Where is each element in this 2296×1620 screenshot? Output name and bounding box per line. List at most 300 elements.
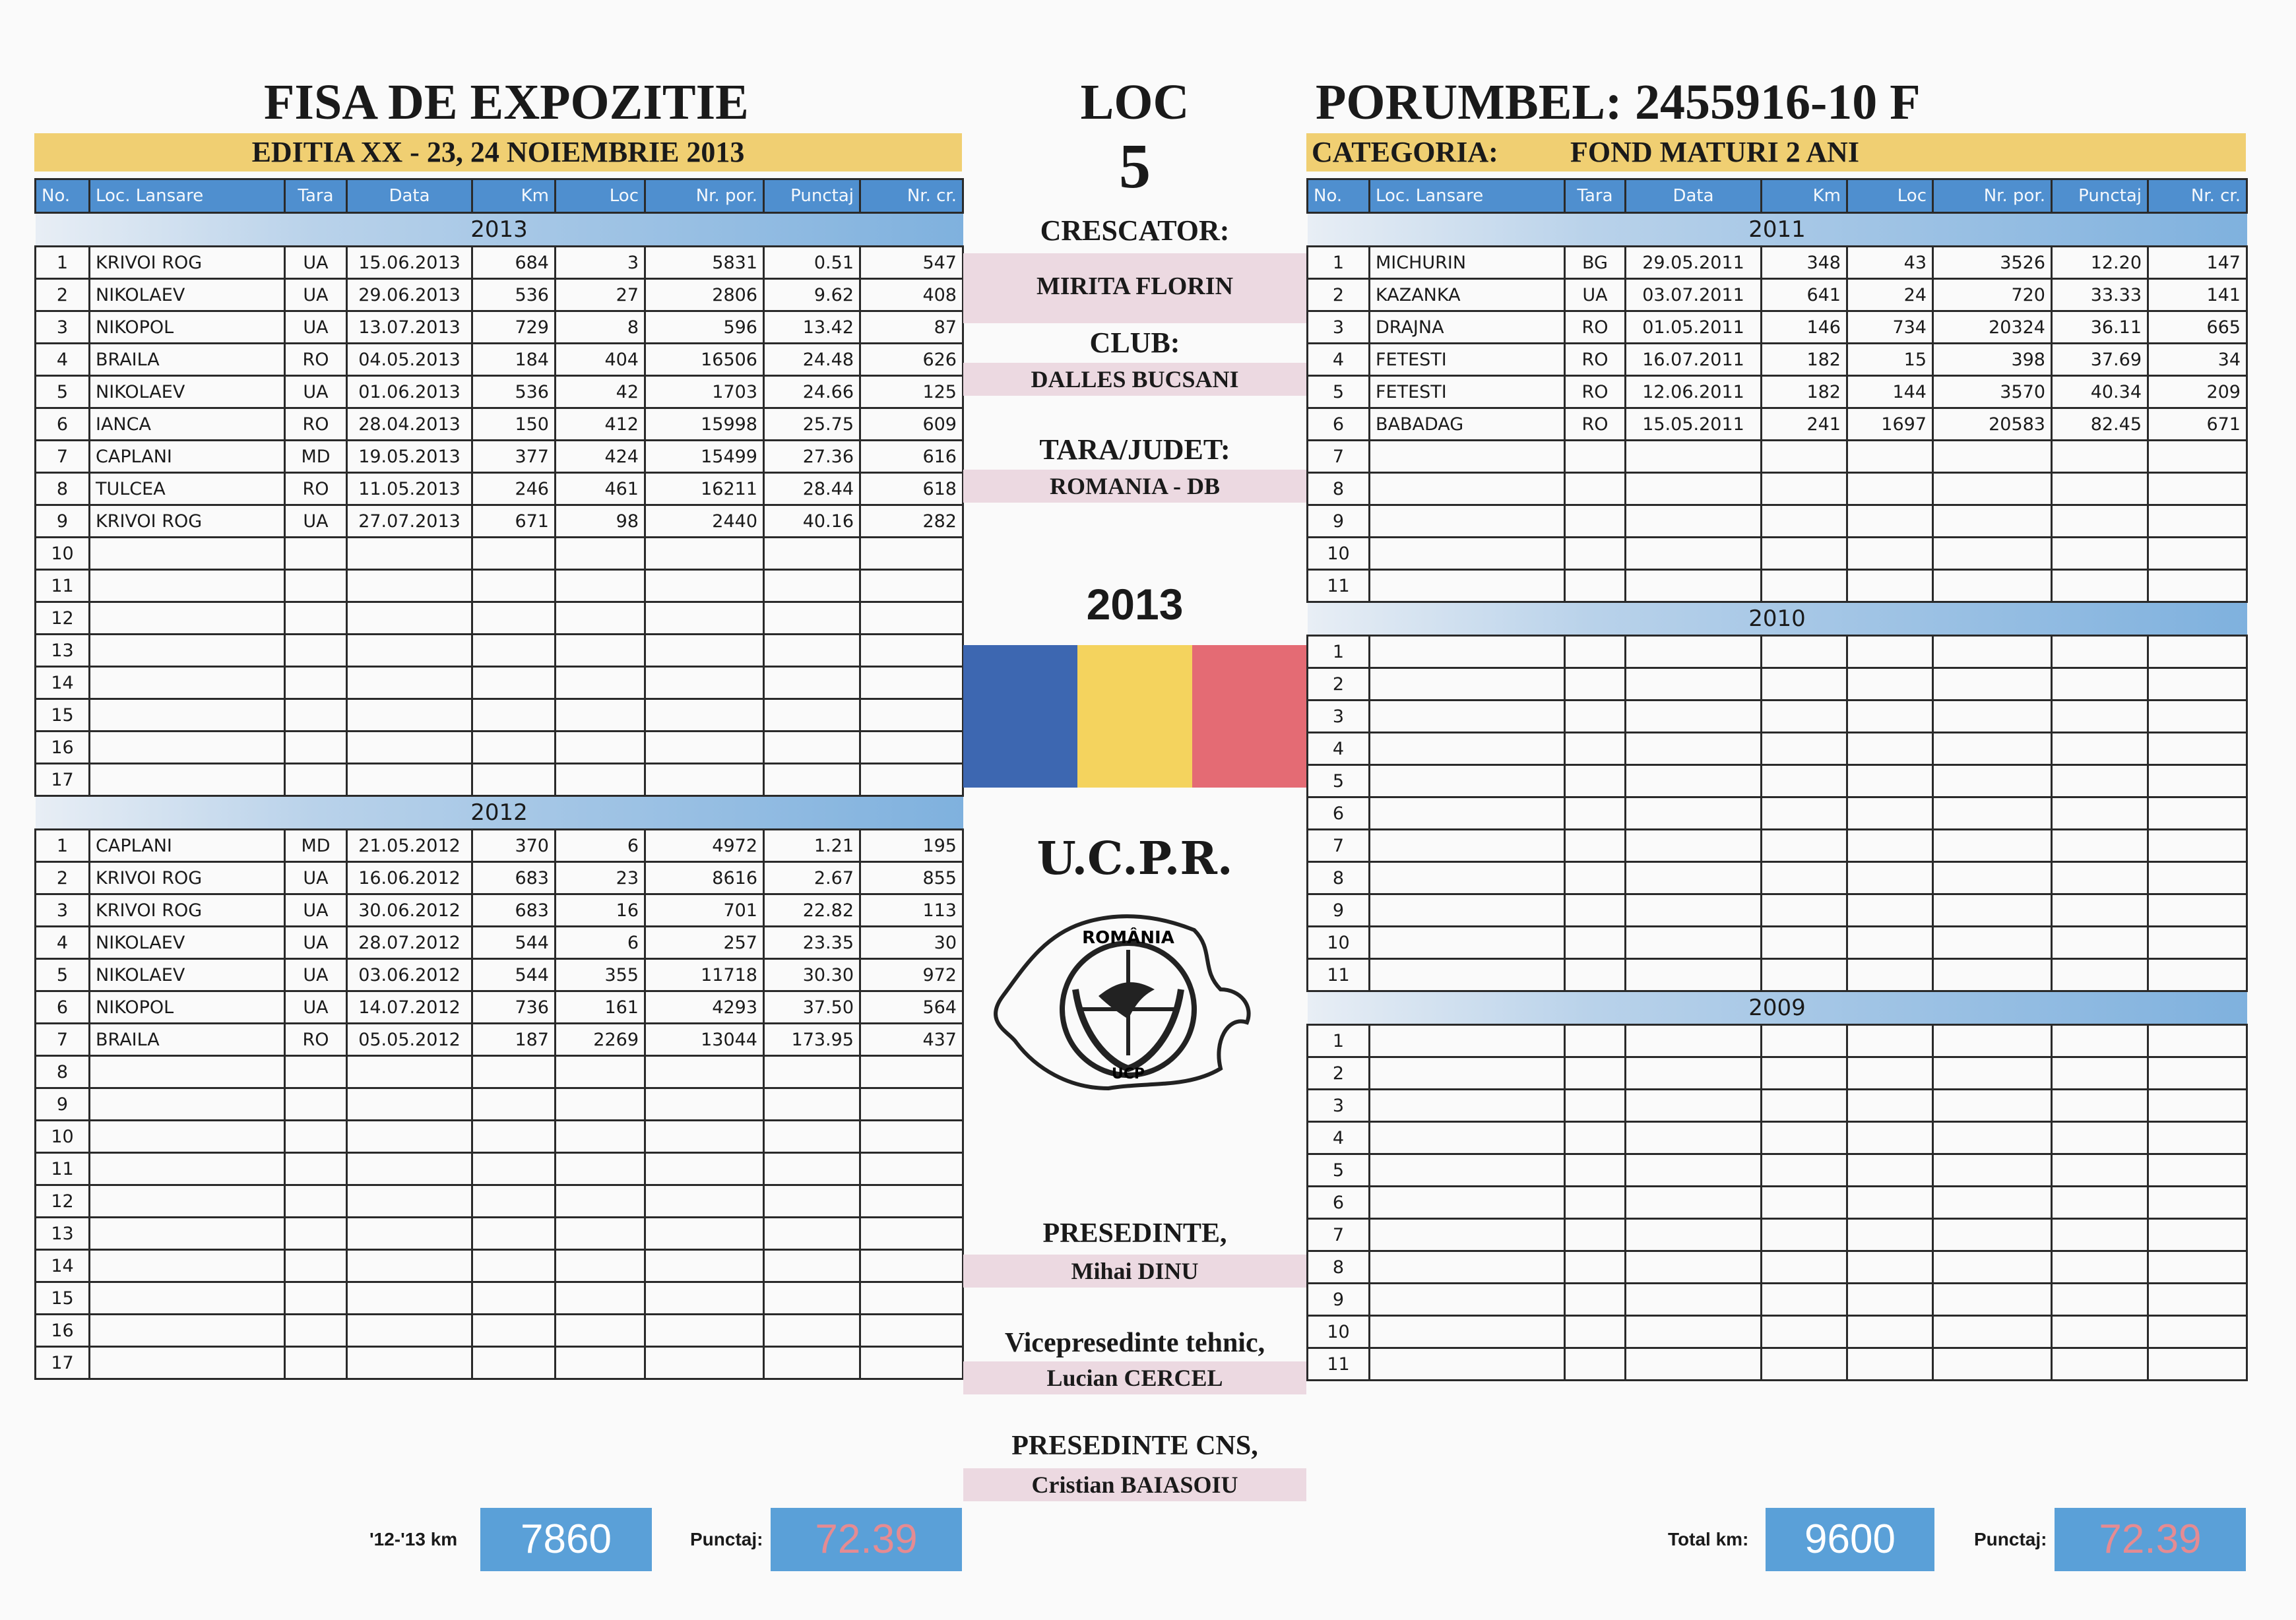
table-cell	[2052, 505, 2148, 538]
porumbel-label: PORUMBEL:	[1316, 75, 1622, 130]
table-cell	[347, 667, 472, 699]
table-cell: 15998	[645, 408, 764, 441]
table-cell	[764, 1088, 860, 1121]
table-cell: 536	[472, 279, 556, 311]
table-cell	[1565, 1025, 1626, 1057]
table-cell: 2	[1308, 279, 1370, 311]
table-cell: 141	[2148, 279, 2247, 311]
table-cell	[347, 1282, 472, 1315]
table-cell: 23	[556, 862, 645, 894]
table-cell	[556, 1250, 645, 1282]
table-cell	[764, 635, 860, 667]
table-cell	[1762, 473, 1847, 505]
table-cell	[1370, 927, 1565, 959]
table-cell: 4	[36, 927, 90, 959]
table-cell	[1847, 1251, 1933, 1284]
table-cell: 282	[860, 505, 963, 538]
table-cell	[1762, 1122, 1847, 1154]
table-cell	[347, 1185, 472, 1218]
table-cell	[860, 635, 963, 667]
table-cell: 734	[1847, 311, 1933, 344]
table-cell	[1933, 1154, 2052, 1187]
table-cell	[1565, 830, 1626, 862]
table-cell	[1626, 1316, 1762, 1348]
column-header: Tara	[1565, 179, 1626, 213]
table-cell	[2148, 765, 2247, 797]
table-cell	[860, 1218, 963, 1250]
table-cell	[1847, 927, 1933, 959]
table-row	[36, 1250, 963, 1282]
org-name: U.C.P.R.	[1036, 832, 1233, 885]
table-cell	[1565, 927, 1626, 959]
table-cell: IANCA	[90, 408, 285, 441]
left-punctaj-label: Punctaj:	[690, 1529, 763, 1549]
table-cell	[1933, 830, 2052, 862]
table-cell	[2052, 927, 2148, 959]
table-row	[1308, 1057, 2247, 1090]
categoria-band	[1306, 133, 2246, 171]
loc-label: LOC	[1080, 75, 1190, 130]
center-year: 2013	[1086, 580, 1184, 629]
table-cell	[2148, 862, 2247, 894]
table-cell: 1.21	[764, 830, 860, 862]
table-cell	[860, 699, 963, 732]
table-cell: 7	[1308, 1219, 1370, 1251]
table-cell: 9	[1308, 1284, 1370, 1316]
table-cell: 8	[1308, 862, 1370, 894]
table-cell: 184	[472, 344, 556, 376]
table-cell	[1565, 570, 1626, 602]
edition-band	[34, 133, 962, 171]
table-cell	[1565, 1348, 1626, 1381]
table-cell	[1626, 733, 1762, 765]
table-cell	[1565, 538, 1626, 570]
year-section-header	[36, 796, 963, 830]
table-cell: NIKOLAEV	[90, 279, 285, 311]
table-cell	[764, 1153, 860, 1185]
table-cell	[860, 538, 963, 570]
table-cell	[1847, 733, 1933, 765]
table-cell	[764, 1056, 860, 1088]
table-cell	[645, 732, 764, 764]
table-cell	[472, 1153, 556, 1185]
table-cell: RO	[285, 408, 347, 441]
table-cell	[472, 570, 556, 602]
table-cell	[90, 1282, 285, 1315]
table-cell: 536	[472, 376, 556, 408]
table-cell	[1933, 701, 2052, 733]
table-cell	[347, 602, 472, 635]
table-cell	[285, 570, 347, 602]
table-cell	[1626, 1025, 1762, 1057]
table-cell: 2	[1308, 1057, 1370, 1090]
table-cell: 12.20	[2052, 247, 2148, 279]
table-cell	[2052, 1316, 2148, 1348]
romanian-flag	[963, 645, 1306, 788]
table-cell: 3526	[1933, 247, 2052, 279]
table-cell	[1370, 636, 1565, 668]
table-cell: 2269	[556, 1024, 645, 1056]
table-cell: 15	[36, 699, 90, 732]
table-cell	[1626, 862, 1762, 894]
table-cell	[2052, 733, 2148, 765]
table-cell: 618	[860, 473, 963, 505]
table-cell	[285, 602, 347, 635]
presedinte-value: Mihai DINU	[1071, 1258, 1199, 1284]
table-cell: 404	[556, 344, 645, 376]
table-cell: 424	[556, 441, 645, 473]
document-title: FISA DE EXPOZITIE	[264, 75, 749, 130]
year-label: 2010	[1308, 602, 2247, 636]
table-cell	[1626, 894, 1762, 927]
vice-value: Lucian CERCEL	[1046, 1365, 1223, 1391]
table-cell	[1847, 862, 1933, 894]
table-cell	[285, 764, 347, 796]
tara-value: ROMANIA - DB	[1050, 473, 1220, 499]
right-km-total: 9600	[1766, 1508, 1934, 1571]
table-cell: 98	[556, 505, 645, 538]
table-cell: RO	[285, 1024, 347, 1056]
table-cell	[1370, 668, 1565, 701]
categoria-value: FOND MATURI 2 ANI	[1570, 136, 1859, 168]
table-cell	[1762, 701, 1847, 733]
table-cell	[1847, 1025, 1933, 1057]
table-cell: 855	[860, 862, 963, 894]
table-cell: 4	[1308, 733, 1370, 765]
table-cell: 9	[36, 505, 90, 538]
table-cell	[645, 635, 764, 667]
table-cell	[1762, 733, 1847, 765]
table-cell: 684	[472, 247, 556, 279]
table-cell	[1762, 668, 1847, 701]
table-cell	[1370, 1122, 1565, 1154]
table-cell	[1933, 1348, 2052, 1381]
table-cell	[1847, 1122, 1933, 1154]
table-cell	[860, 1315, 963, 1347]
table-cell: 412	[556, 408, 645, 441]
table-cell: BG	[1565, 247, 1626, 279]
table-cell	[1370, 1025, 1565, 1057]
table-cell: 9.62	[764, 279, 860, 311]
table-cell: 1697	[1847, 408, 1933, 441]
table-cell	[1762, 1057, 1847, 1090]
table-cell	[1847, 1316, 1933, 1348]
table-cell	[2148, 1122, 2247, 1154]
table-row	[36, 473, 963, 505]
table-cell: 616	[860, 441, 963, 473]
table-cell	[1626, 830, 1762, 862]
table-row	[36, 1185, 963, 1218]
column-header: Loc. Lansare	[1370, 179, 1565, 213]
column-header: Punctaj	[764, 179, 860, 213]
table-cell	[90, 764, 285, 796]
table-cell	[764, 667, 860, 699]
table-cell	[2052, 701, 2148, 733]
table-cell: 16.07.2011	[1626, 344, 1762, 376]
table-cell: 671	[2148, 408, 2247, 441]
table-cell	[1370, 1057, 1565, 1090]
table-cell	[645, 538, 764, 570]
table-cell: 30	[860, 927, 963, 959]
table-cell: 28.44	[764, 473, 860, 505]
table-cell: 20583	[1933, 408, 2052, 441]
table-cell	[1565, 959, 1626, 991]
table-cell	[347, 1153, 472, 1185]
table-cell: 729	[472, 311, 556, 344]
table-cell	[556, 538, 645, 570]
table-cell: 5831	[645, 247, 764, 279]
table-cell: 20324	[1933, 311, 2052, 344]
table-cell	[1565, 765, 1626, 797]
table-row	[1308, 1187, 2247, 1219]
table-row	[1308, 1251, 2247, 1284]
table-cell: FETESTI	[1370, 344, 1565, 376]
table-cell: TULCEA	[90, 473, 285, 505]
club-value: DALLES BUCSANI	[1031, 366, 1239, 392]
table-cell: 2	[1308, 668, 1370, 701]
table-cell	[2052, 1090, 2148, 1122]
table-row	[1308, 505, 2247, 538]
table-cell: 146	[1762, 311, 1847, 344]
table-row	[36, 830, 963, 862]
table-cell	[347, 1218, 472, 1250]
table-cell: 4293	[645, 991, 764, 1024]
table-cell	[90, 1153, 285, 1185]
table-cell	[1626, 636, 1762, 668]
table-cell: 28.04.2013	[347, 408, 472, 441]
table-cell	[2148, 668, 2247, 701]
table-cell	[285, 1056, 347, 1088]
table-cell: 547	[860, 247, 963, 279]
table-cell	[1370, 894, 1565, 927]
table-cell: 42	[556, 376, 645, 408]
table-cell: NIKOLAEV	[90, 376, 285, 408]
table-cell: KRIVOI ROG	[90, 894, 285, 927]
table-cell	[1370, 733, 1565, 765]
table-cell	[645, 699, 764, 732]
table-cell: 8	[556, 311, 645, 344]
table-cell	[1370, 959, 1565, 991]
table-cell	[1370, 765, 1565, 797]
table-cell: 144	[1847, 376, 1933, 408]
table-cell: 544	[472, 927, 556, 959]
table-cell	[860, 1056, 963, 1088]
flag-red-stripe	[1192, 645, 1306, 788]
table-cell	[2148, 1316, 2247, 1348]
table-cell: 24	[1847, 279, 1933, 311]
table-cell	[1626, 1187, 1762, 1219]
table-cell: 30.06.2012	[347, 894, 472, 927]
table-cell	[1933, 765, 2052, 797]
table-cell	[2052, 830, 2148, 862]
table-cell	[1762, 441, 1847, 473]
table-cell	[472, 1121, 556, 1153]
table-cell	[347, 1121, 472, 1153]
table-cell	[1933, 538, 2052, 570]
table-cell: 22.82	[764, 894, 860, 927]
year-label: 2012	[36, 796, 963, 830]
table-cell	[556, 1056, 645, 1088]
table-cell: KRIVOI ROG	[90, 862, 285, 894]
table-cell	[1847, 1187, 1933, 1219]
table-cell	[90, 699, 285, 732]
table-cell: NIKOLAEV	[90, 927, 285, 959]
table-cell	[285, 538, 347, 570]
table-cell	[1762, 1090, 1847, 1122]
table-cell: 40.16	[764, 505, 860, 538]
table-cell: 87	[860, 311, 963, 344]
table-row	[36, 927, 963, 959]
table-cell	[1626, 668, 1762, 701]
table-cell: MD	[285, 441, 347, 473]
table-cell: 16.06.2012	[347, 862, 472, 894]
table-cell: UA	[285, 894, 347, 927]
table-row	[1308, 376, 2247, 408]
table-cell	[1565, 1187, 1626, 1219]
table-cell: 24.48	[764, 344, 860, 376]
table-cell: MD	[285, 830, 347, 862]
table-cell	[1370, 505, 1565, 538]
table-cell: 2806	[645, 279, 764, 311]
table-cell	[1933, 441, 2052, 473]
table-cell	[2148, 570, 2247, 602]
table-cell	[556, 1185, 645, 1218]
table-cell: 37.50	[764, 991, 860, 1024]
logo-text-bottom: UCP	[1111, 1066, 1145, 1082]
table-cell: 34	[2148, 344, 2247, 376]
table-cell: UA	[1565, 279, 1626, 311]
table-cell: 187	[472, 1024, 556, 1056]
table-cell	[90, 570, 285, 602]
table-cell	[1933, 473, 2052, 505]
table-row	[36, 602, 963, 635]
table-cell	[472, 1185, 556, 1218]
table-row	[36, 732, 963, 764]
table-cell: 241	[1762, 408, 1847, 441]
table-cell	[1370, 1219, 1565, 1251]
table-cell	[347, 1088, 472, 1121]
table-cell	[1847, 570, 1933, 602]
table-cell	[1847, 1090, 1933, 1122]
table-row	[1308, 1090, 2247, 1122]
table-cell	[645, 1282, 764, 1315]
table-cell: 29.06.2013	[347, 279, 472, 311]
table-cell: 113	[860, 894, 963, 927]
column-header: Loc	[556, 179, 645, 213]
table-cell: 16506	[645, 344, 764, 376]
table-row	[36, 764, 963, 796]
table-cell: 8	[36, 473, 90, 505]
table-cell	[2148, 636, 2247, 668]
table-cell	[764, 538, 860, 570]
table-cell	[2052, 636, 2148, 668]
table-cell: 544	[472, 959, 556, 991]
table-cell	[764, 602, 860, 635]
table-cell	[2052, 1284, 2148, 1316]
table-cell	[1626, 1219, 1762, 1251]
table-cell	[2148, 505, 2247, 538]
table-cell: 11	[36, 570, 90, 602]
table-cell	[2052, 1057, 2148, 1090]
table-cell	[1933, 1219, 2052, 1251]
table-cell	[860, 732, 963, 764]
ucp-logo	[963, 890, 1306, 1108]
table-cell: 7	[36, 1024, 90, 1056]
table-cell	[285, 1088, 347, 1121]
table-cell	[1626, 570, 1762, 602]
table-cell: 3	[1308, 1090, 1370, 1122]
table-cell	[2052, 668, 2148, 701]
column-header: Km	[472, 179, 556, 213]
table-cell	[472, 764, 556, 796]
table-cell	[285, 1347, 347, 1379]
table-cell	[472, 1088, 556, 1121]
table-cell	[90, 732, 285, 764]
table-cell: 43	[1847, 247, 1933, 279]
table-cell	[1626, 505, 1762, 538]
table-cell	[1626, 1284, 1762, 1316]
flag-blue-stripe	[963, 645, 1077, 788]
table-row	[1308, 247, 2247, 279]
table-cell	[90, 538, 285, 570]
table-cell	[1933, 894, 2052, 927]
table-cell	[1626, 473, 1762, 505]
table-cell	[1933, 1057, 2052, 1090]
table-cell	[285, 1315, 347, 1347]
table-cell	[1762, 570, 1847, 602]
table-cell	[285, 1282, 347, 1315]
table-cell	[2148, 830, 2247, 862]
table-cell: 19.05.2013	[347, 441, 472, 473]
table-cell	[2148, 894, 2247, 927]
table-cell: 27.36	[764, 441, 860, 473]
table-cell	[1370, 862, 1565, 894]
table-cell	[1762, 1348, 1847, 1381]
dove-icon	[1099, 982, 1155, 1019]
table-cell: 348	[1762, 247, 1847, 279]
table-cell	[764, 732, 860, 764]
table-cell	[347, 1250, 472, 1282]
table-cell	[285, 1153, 347, 1185]
table-cell	[860, 1088, 963, 1121]
table-cell: 683	[472, 862, 556, 894]
table-cell	[1565, 862, 1626, 894]
table-cell: 5	[1308, 376, 1370, 408]
table-cell	[556, 1153, 645, 1185]
table-cell	[472, 538, 556, 570]
table-row	[36, 894, 963, 927]
table-cell: 9	[36, 1088, 90, 1121]
table-cell	[645, 1088, 764, 1121]
table-cell: 355	[556, 959, 645, 991]
table-cell: 9	[1308, 505, 1370, 538]
column-header: Nr. por.	[1933, 179, 2052, 213]
porumbel-value: 2455916-10 F	[1635, 75, 1921, 130]
table-row	[1308, 636, 2247, 668]
logo-text-top: ROMÂNIA	[1082, 928, 1174, 948]
table-cell: 11718	[645, 959, 764, 991]
table-cell	[1626, 1057, 1762, 1090]
table-cell	[2148, 1154, 2247, 1187]
table-cell	[1847, 1219, 1933, 1251]
table-cell	[1370, 1348, 1565, 1381]
table-cell	[1370, 701, 1565, 733]
table-cell	[1762, 1187, 1847, 1219]
table-cell	[1626, 1154, 1762, 1187]
table-cell	[347, 732, 472, 764]
table-cell	[556, 602, 645, 635]
table-cell	[1762, 797, 1847, 830]
